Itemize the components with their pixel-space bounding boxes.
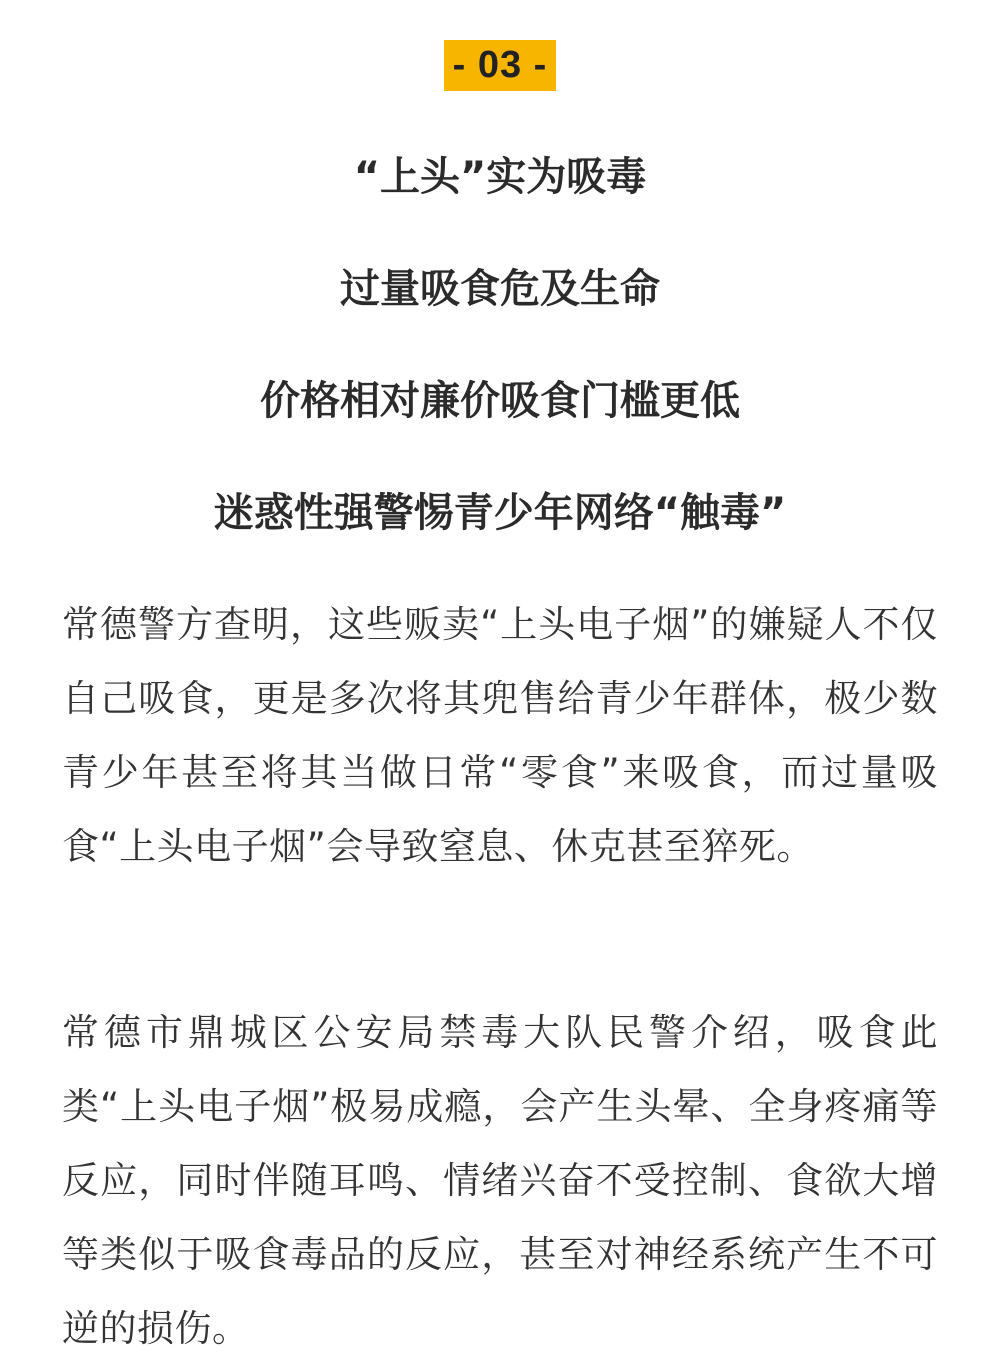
section-number-badge: - 03 - [444, 40, 556, 91]
headline-4: 迷惑性强警惕青少年网络“触毒” [213, 490, 787, 536]
headline-1: “上头”实为吸毒 [353, 154, 647, 200]
headline-2: 过量吸食危及生命 [340, 266, 660, 312]
body-paragraph-1: 常德警方查明，这些贩卖“上头电子烟”的嫌疑人不仅自己吸食，更是多次将其兜售给青少年群体，极少数青少年甚至将其当做日常“零食”来吸食，而过量吸食“上头电子烟”会导致窒息、休克甚至猝死。 [62, 603, 938, 868]
headline-3: 价格相对廉价吸食门槛更低 [260, 378, 740, 424]
body-paragraph-2: 常德市鼎城区公安局禁毒大队民警介绍，吸食此类“上头电子烟”极易成瘾，会产生头晕、全身疼痛等反应，同时伴随耳鸣、情绪兴奋不受控制、食欲大增等类似于吸食毒品的反应，甚至对神经系统产生不可逆的损伤。 [62, 1011, 938, 1350]
